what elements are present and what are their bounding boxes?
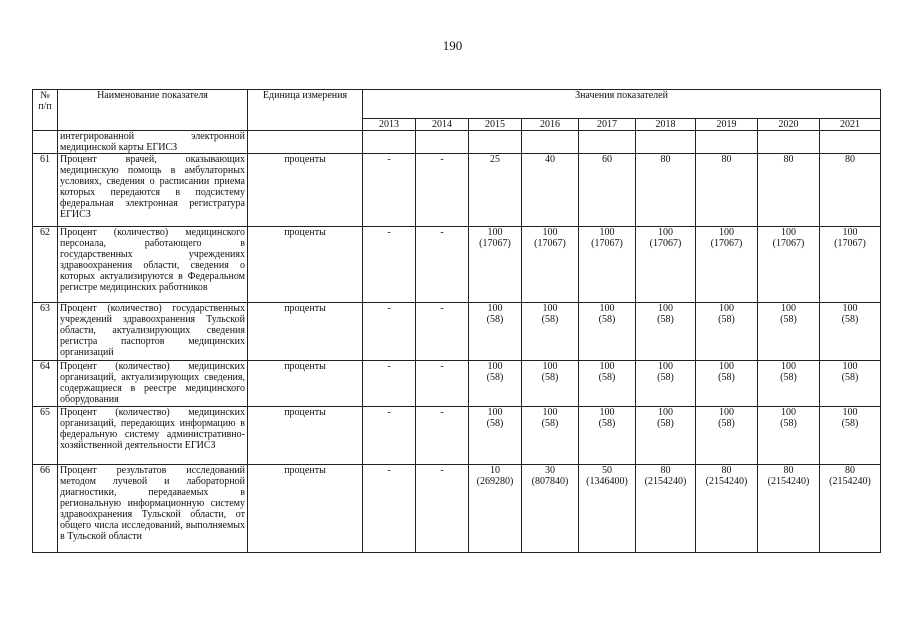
value-main: 100 [487, 227, 503, 238]
value-count: (58) [598, 372, 616, 383]
value-cell-2017 [579, 303, 636, 361]
value-cell-2015 [469, 303, 522, 361]
value-count: (58) [541, 372, 559, 383]
value-cell-2019 [696, 154, 758, 227]
value-count: (2154240) [767, 476, 810, 487]
value-main: 100 [781, 227, 796, 238]
value-cell-2016 [522, 131, 579, 154]
value-cell-2016 [522, 227, 579, 303]
value-count: (58) [718, 314, 735, 325]
value-cell-2019 [696, 407, 758, 465]
row-number [33, 131, 58, 154]
value-main: - [387, 407, 391, 418]
value-count: (58) [541, 314, 559, 325]
value-count: (58) [718, 372, 735, 383]
value-cell-2018 [636, 227, 696, 303]
indicator-name: Процент (количество) государственных учреждений здравоохранения Тульской области, актуализирующих сведения регистра паспортов медицинских организаций [58, 303, 248, 361]
row-number: 62 [33, 227, 58, 303]
indicator-name: Процент результатов исследований методом лучевой и лабораторной диагностики, передаваемых в региональную информационную систему здравоохранения Тульской области, от общего числа исследований, выполняемых в Тульской области [58, 465, 248, 553]
table-row [33, 303, 881, 361]
value-main: 100 [599, 361, 615, 372]
unit-cell: проценты [248, 465, 363, 553]
unit-cell: проценты [248, 303, 363, 361]
value-main: 100 [719, 303, 734, 314]
value-count: (58) [598, 418, 616, 429]
value-cell-2013 [363, 361, 416, 407]
unit-cell: проценты [248, 407, 363, 465]
row-number: 63 [33, 303, 58, 361]
value-count: (17067) [772, 238, 805, 249]
value-cell-2013 [363, 131, 416, 154]
value-main: 100 [781, 407, 796, 418]
value-cell-2020 [758, 303, 820, 361]
header-year-2018: 2018 [636, 119, 696, 131]
value-count: (58) [780, 418, 797, 429]
value-main: - [440, 465, 444, 476]
value-cell-2016 [522, 303, 579, 361]
value-main: 100 [842, 227, 858, 238]
value-cell-2015 [469, 154, 522, 227]
value-main: - [387, 361, 391, 372]
value-cell-2018 [636, 154, 696, 227]
value-count: (58) [541, 418, 559, 429]
value-cell-2015 [469, 407, 522, 465]
value-main: 100 [781, 303, 796, 314]
table-row [33, 361, 881, 407]
value-cell-2016 [522, 154, 579, 227]
value-cell-2018 [636, 361, 696, 407]
value-cell-2013 [363, 303, 416, 361]
value-main: 80 [660, 154, 671, 165]
value-cell-2021 [820, 131, 881, 154]
value-count: (17067) [834, 238, 866, 249]
value-count: (17067) [534, 238, 566, 249]
value-main: 100 [542, 361, 558, 372]
indicator-name: Процент (количество) медицинского персонала, работающего в государственных учреждениях здравоохранения области, сведения о которых актуализируются в Федеральном регистре медицинских работников [58, 227, 248, 303]
value-count: (17067) [591, 238, 623, 249]
value-cell-2019 [696, 361, 758, 407]
value-count: (2154240) [644, 476, 687, 487]
value-cell-2018 [636, 465, 696, 553]
value-count: (58) [841, 314, 859, 325]
value-main: 100 [542, 303, 558, 314]
value-cell-2020 [758, 361, 820, 407]
value-cell-2019 [696, 131, 758, 154]
value-main: 25 [490, 154, 500, 165]
row-number: 61 [33, 154, 58, 227]
value-count: (17067) [710, 238, 743, 249]
value-cell-2013 [363, 465, 416, 553]
value-main: - [440, 361, 444, 372]
table-row [33, 154, 881, 227]
header-year-2015: 2015 [469, 119, 522, 131]
value-count: (58) [486, 314, 504, 325]
row-number: 66 [33, 465, 58, 553]
value-cell-2014 [416, 227, 469, 303]
value-cell-2021 [820, 407, 881, 465]
header-year-2019: 2019 [696, 119, 758, 131]
value-cell-2020 [758, 131, 820, 154]
value-count: (807840) [531, 476, 569, 487]
value-cell-2018 [636, 303, 696, 361]
value-main: 40 [545, 154, 555, 165]
value-main: 80 [783, 154, 794, 165]
value-main: 100 [487, 407, 503, 418]
value-main: 100 [842, 303, 858, 314]
value-count: (58) [657, 372, 674, 383]
value-main: 100 [599, 303, 615, 314]
value-count: (58) [486, 372, 504, 383]
value-count: (58) [657, 418, 674, 429]
value-count: (17067) [479, 238, 511, 249]
header-year-2020: 2020 [758, 119, 820, 131]
value-main: - [440, 227, 444, 238]
value-cell-2016 [522, 465, 579, 553]
indicators-table [32, 89, 881, 553]
value-count: (58) [598, 314, 616, 325]
value-main: 100 [719, 407, 734, 418]
row-number: 65 [33, 407, 58, 465]
value-cell-2019 [696, 465, 758, 553]
value-cell-2018 [636, 407, 696, 465]
unit-cell: проценты [248, 227, 363, 303]
value-cell-2021 [820, 227, 881, 303]
unit-cell: проценты [248, 154, 363, 227]
value-main: - [387, 303, 391, 314]
value-main: 80 [660, 465, 671, 476]
value-main: 80 [845, 154, 855, 165]
value-cell-2014 [416, 131, 469, 154]
value-cell-2017 [579, 154, 636, 227]
value-main: 100 [658, 303, 673, 314]
indicator-name: интегрированной электронной медицинской карты ЕГИСЗ [58, 131, 248, 154]
value-cell-2021 [820, 465, 881, 553]
value-main: 100 [719, 227, 734, 238]
indicator-name: Процент (количество) медицинских организаций, актуализирующих сведения, содержащиеся в реестре медицинского оборудования [58, 361, 248, 407]
value-cell-2020 [758, 154, 820, 227]
value-cell-2014 [416, 154, 469, 227]
table-row [33, 407, 881, 465]
unit-cell: проценты [248, 361, 363, 407]
value-cell-2014 [416, 361, 469, 407]
value-main: 100 [658, 227, 673, 238]
value-cell-2013 [363, 227, 416, 303]
header-values: Значения показателей [363, 90, 881, 119]
table-row [33, 465, 881, 553]
value-main: - [387, 465, 391, 476]
header-year-2014: 2014 [416, 119, 469, 131]
value-cell-2016 [522, 407, 579, 465]
value-main: 100 [542, 407, 558, 418]
header-num: № п/п [33, 90, 58, 131]
value-main: 50 [602, 465, 612, 476]
value-main: 100 [487, 303, 503, 314]
value-main: 100 [658, 407, 673, 418]
value-count: (58) [780, 372, 797, 383]
value-cell-2017 [579, 465, 636, 553]
value-count: (58) [841, 372, 859, 383]
value-cell-2017 [579, 407, 636, 465]
value-count: (2154240) [829, 476, 871, 487]
value-count: (1346400) [586, 476, 628, 487]
value-count: (58) [841, 418, 859, 429]
value-cell-2018 [636, 131, 696, 154]
value-main: 80 [845, 465, 855, 476]
value-main: 100 [542, 227, 558, 238]
value-main: - [440, 407, 444, 418]
value-main: 100 [719, 361, 734, 372]
value-main: - [387, 154, 391, 165]
value-main: 10 [490, 465, 500, 476]
value-main: 100 [599, 407, 615, 418]
value-cell-2013 [363, 154, 416, 227]
value-count: (58) [486, 418, 504, 429]
value-count: (58) [718, 418, 735, 429]
value-cell-2013 [363, 407, 416, 465]
value-cell-2015 [469, 227, 522, 303]
table-row [33, 227, 881, 303]
value-main: 60 [602, 154, 612, 165]
unit-cell [248, 131, 363, 154]
header-year-2013: 2013 [363, 119, 416, 131]
value-main: 100 [658, 361, 673, 372]
value-cell-2017 [579, 361, 636, 407]
value-count: (269280) [476, 476, 514, 487]
header-unit: Единица измерения [248, 90, 363, 131]
value-cell-2014 [416, 407, 469, 465]
value-cell-2016 [522, 361, 579, 407]
table-row [33, 131, 881, 154]
value-cell-2021 [820, 361, 881, 407]
value-cell-2015 [469, 361, 522, 407]
value-main: 100 [842, 361, 858, 372]
value-main: 100 [781, 361, 796, 372]
value-cell-2020 [758, 465, 820, 553]
value-cell-2019 [696, 303, 758, 361]
value-main: - [440, 154, 444, 165]
value-cell-2020 [758, 227, 820, 303]
value-count: (17067) [649, 238, 682, 249]
value-count: (58) [657, 314, 674, 325]
value-cell-2014 [416, 303, 469, 361]
row-number: 64 [33, 361, 58, 407]
value-cell-2020 [758, 407, 820, 465]
value-main: 80 [721, 465, 732, 476]
value-cell-2015 [469, 131, 522, 154]
value-main: 100 [842, 407, 858, 418]
value-cell-2021 [820, 154, 881, 227]
value-main: 100 [487, 361, 503, 372]
header-year-2017: 2017 [579, 119, 636, 131]
value-count: (58) [780, 314, 797, 325]
value-main: - [387, 227, 391, 238]
value-main: 30 [545, 465, 555, 476]
value-cell-2021 [820, 303, 881, 361]
value-cell-2019 [696, 227, 758, 303]
value-cell-2015 [469, 465, 522, 553]
header-year-2016: 2016 [522, 119, 579, 131]
header-year-2021: 2021 [820, 119, 881, 131]
page-number: 190 [442, 38, 463, 53]
value-main: - [440, 303, 444, 314]
value-main: 80 [783, 465, 794, 476]
value-main: 100 [599, 227, 615, 238]
value-cell-2017 [579, 131, 636, 154]
header-name: Наименование показателя [58, 90, 248, 131]
indicator-name: Процент врачей, оказывающих медицинскую помощь в амбулаторных условиях, сведения о расписании приема которых передаются в подсистему федеральная электронная регистратура ЕГИСЗ [58, 154, 248, 227]
value-cell-2014 [416, 465, 469, 553]
value-count: (2154240) [705, 476, 748, 487]
indicator-name: Процент (количество) медицинских организаций, передающих информацию в федеральную систему административно-хозяйственной деятельности ЕГИСЗ [58, 407, 248, 465]
value-main: 80 [721, 154, 732, 165]
value-cell-2017 [579, 227, 636, 303]
